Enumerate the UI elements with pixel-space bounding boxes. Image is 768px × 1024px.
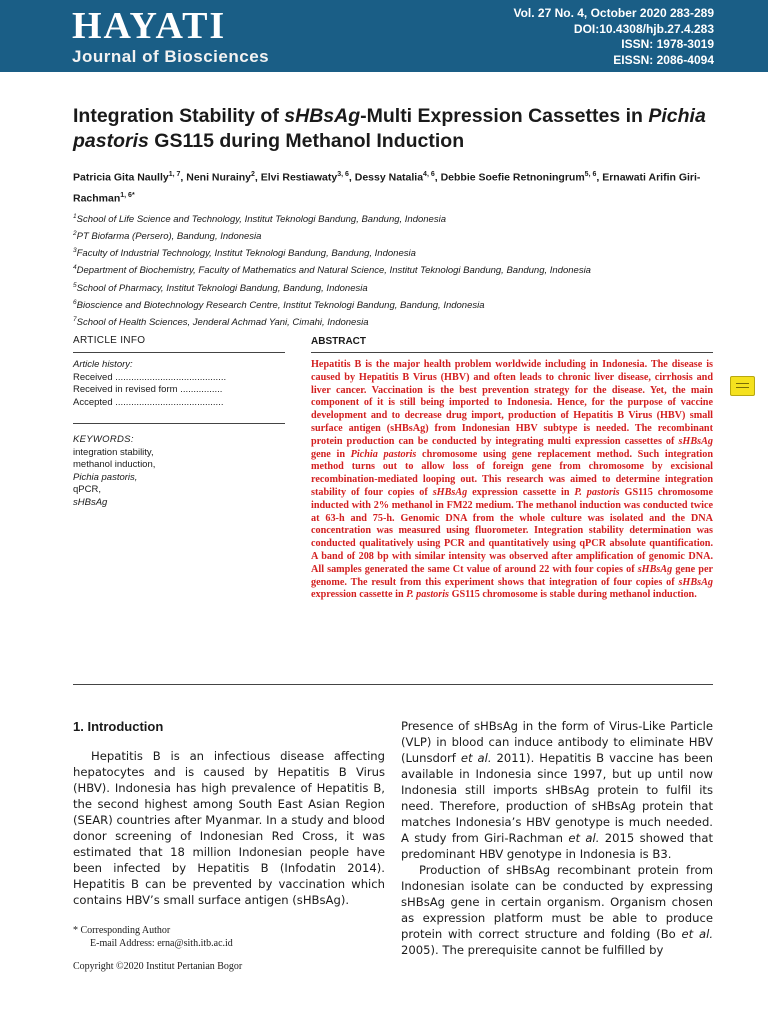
affiliation-item (73, 261, 723, 278)
affiliation-text: Department of Biochemistry, Faculty of Mathematics and Natural Science, Institut Teknologi Bandung, Bandung, Indonesia (76, 265, 591, 277)
text-segment: gene in (311, 448, 351, 460)
italic-text: sHBsAg (637, 563, 673, 575)
text-segment: GS115 chromosome is stable during methanol induction. (449, 589, 697, 601)
author-affiliation-marker: 4, 6 (423, 171, 435, 178)
affiliation-text: School of Pharmacy, Institut Teknologi Bandung, Bandung, Indonesia (76, 282, 368, 294)
affiliation-marker: 5 (73, 281, 77, 289)
eissn-info: EISSN: 2086-4094 (613, 52, 714, 67)
affiliation-marker: 1 (73, 213, 77, 220)
divider (73, 352, 285, 353)
author-name: Patricia Gita Naully (73, 171, 169, 184)
keywords-block (73, 434, 283, 509)
affiliation-text: Faculty of Industrial Technology, Institut Teknologi Bandung, Bandung, Indonesia (76, 248, 416, 260)
author-affiliation-marker: 3, 6 (337, 171, 349, 178)
text-segment: expression cassette in (467, 486, 575, 498)
text-segment: 2005). The prerequisite cannot be fulfilled by (401, 943, 664, 957)
affiliation-item (73, 313, 723, 330)
divider (73, 684, 713, 685)
italic-text: sHBsAg (678, 576, 713, 588)
text-segment: Production of sHBsAg recombinant protein from Indonesian isolate can be conducted by expressing sHBsAg gene in certain organism. Organism chosen as expression platform must be able to produce protein with correct structure and folding (Bo (401, 863, 713, 941)
affiliation-text: School of Health Sciences, Jenderal Achmad Yani, Cimahi, Indonesia (76, 317, 369, 329)
journal-header (0, 0, 768, 72)
text-segment: 2015 showed that predominant HBV genotype in Indonesia is B3. (401, 831, 713, 861)
author-affiliation-marker: 2 (251, 171, 255, 178)
copyright-notice: Copyright ©2020 Institut Pertanian Bogor (73, 961, 243, 972)
volume-info: Vol. 27 No. 4, October 2020 283-289 (513, 6, 714, 20)
text-segment: GS115 chromosome inducted with 2% methanol in FM22 medium. The methanol induction was conducted twice at 63-h and 75-h. Genomic DNA from the whole culture was isolated and the DNA concentration was measured using fluorometer. Integration stability determination was conducted qualitatively using PCR and quantitatively using qPCR absolute quantification. A band of 208 bp with similar intensity was observed after amplification of genomic DNA. All samples generated the same Ct value of around 22 with four copies of (311, 486, 714, 575)
keyword-item: sHBsAg (73, 496, 108, 508)
title-italic: Pichia pastoris (73, 105, 706, 152)
abstract-label: ABSTRACT (311, 336, 366, 347)
paragraph (401, 718, 713, 862)
journal-meta (513, 6, 714, 68)
keywords-label: KEYWORDS: (73, 434, 134, 445)
italic-text: sHBsAg (678, 435, 713, 447)
revised-date: Received in revised form ................ (73, 384, 223, 395)
text-segment: Hepatitis B is the major health problem worldwide including in Indonesia. The disease is caused by Hepatitis B Virus (HBV) and often leads to chronic liver disease, cirrhosis and liver cancer. Vaccination is the best prevention strategy for the disease. Yet, the main component of it is still being imported to Indonesia. Hence, for the purpose of vaccine development and to decrease drug import, production of Hepatitis B Virus (HBV) small surface antigen (sHBsAg) from Indonesian HBV subtype is needed. The recombinant protein production can be conducted by integrating multi expression cassettes of (311, 359, 713, 447)
keyword-item: integration stability, (73, 446, 154, 458)
author-affiliation-marker: 1, 7 (168, 171, 181, 178)
accepted-date: Accepted ......................................... (73, 396, 224, 408)
journal-logo-title: HAYATI (72, 5, 227, 47)
issn-info: ISSN: 1978-3019 (621, 37, 714, 51)
affiliation-item (73, 244, 723, 261)
italic-text: et al. (460, 751, 492, 765)
affiliation-item (73, 227, 723, 244)
received-date: Received .......................................... (73, 371, 227, 383)
affiliation-marker: 2 (73, 230, 77, 238)
italic-text: Pichia pastoris (350, 448, 417, 460)
affiliation-marker: 4 (73, 264, 77, 272)
affiliation-marker: 7 (73, 315, 77, 323)
affiliation-text: PT Biofarma (Persero), Bandung, Indonesia (76, 231, 262, 243)
article-info-label: ARTICLE INFO (73, 335, 146, 346)
affiliation-marker: 3 (73, 247, 77, 255)
journal-logo-subtitle: Journal of Biosciences (72, 47, 270, 66)
divider (311, 352, 713, 353)
abstract-text (311, 359, 713, 602)
author-name: Debbie Soefie Retnoningrum (440, 171, 585, 184)
text-segment: 2011). Hepatitis B vaccine has been available in Indonesia since 1997, but up until now Indonesia still imports sHBsAg protein to fulfil its need. Therefore, production of sHBsAg protein that matches Indonesia’s HBV genotype is much needed. A study from Giri-Rachman (401, 751, 713, 845)
italic-text: et al. (681, 927, 713, 941)
footnote (73, 924, 373, 950)
italic-text: P. pastoris (574, 486, 620, 498)
affiliation-list (73, 210, 723, 330)
author-name: Elvi Restiawaty (260, 171, 338, 184)
affiliation-item (73, 279, 723, 296)
affiliation-text: Bioscience and Biotechnology Research Centre, Institut Teknologi Bandung, Bandung, Indonesia (76, 299, 485, 311)
affiliation-item (73, 296, 723, 313)
author-affiliation-marker: 1, 6* (120, 191, 135, 199)
affiliation-marker: 6 (73, 298, 77, 306)
text-segment: gene per genome. The result from this experiment shows that integration of four copies of (311, 563, 713, 588)
section-heading-introduction: 1. Introduction (73, 719, 164, 734)
article-history (73, 359, 283, 409)
author-affiliation-marker: 5, 6 (584, 171, 597, 178)
italic-text: sHBsAg (432, 486, 468, 498)
author-list: Patricia Gita Naully$^{1, 7}$, Neni Nurainy$^2$, Elvi Restiawaty$^{3, 6}$, Dessy Natalia$^{4, 6}$, Debbie Soefie Retnoningrum$^{5, 6}$, Ernawati Arifin Giri-Rachman$^{1, 6*}$ (73, 171, 701, 204)
italic-text: P. pastoris (406, 589, 450, 601)
intro-column-left (73, 748, 385, 908)
keyword-item: qPCR, (73, 484, 101, 495)
title-text: GS115 during Methanol Induction (148, 130, 465, 152)
text-segment: chromosome using gene replacement method. Such integration method turns out to allow loss of foreign gene from chromosome by excisional recombination-mediated looping out. This research was aimed to determine integration stability of four copies of (311, 448, 713, 498)
email-address[interactable]: E-mail Address: erna@sith.itb.ac.id (90, 938, 233, 949)
sticky-note-icon[interactable] (730, 376, 755, 396)
text-segment: Presence of sHBsAg in the form of Virus-Like Particle (VLP) in blood can induce antibody to eliminate HBV (Lunsdorf (401, 719, 713, 765)
author-name: Dessy Natalia (354, 171, 424, 184)
title-text: -Multi Expression Cassettes in (360, 105, 649, 127)
affiliation-item (73, 210, 723, 227)
text-segment: expression cassette in (311, 589, 407, 601)
author-name: Neni Nurainy (186, 171, 252, 184)
italic-text: et al. (568, 831, 600, 845)
paragraph (401, 862, 713, 958)
article-title (73, 104, 723, 154)
doi-link[interactable]: DOI:10.4308/hjb.27.4.283 (573, 21, 714, 36)
intro-column-right (401, 718, 713, 958)
divider (73, 423, 285, 424)
title-text: Integration Stability of (73, 105, 285, 127)
affiliation-text: School of Life Science and Technology, Institut Teknologi Bandung, Bandung, Indonesia (76, 214, 446, 226)
author-name: Ernawati Arifin Giri-Rachman (73, 171, 701, 204)
corresponding-author-note: * Corresponding Author (73, 925, 171, 936)
history-label: Article history: (73, 359, 133, 370)
title-italic: sHBsAg (284, 105, 361, 127)
keyword-item: Pichia pastoris, (73, 471, 138, 483)
paragraph: Hepatitis B is an infectious disease affecting hepatocytes and is caused by Hepatitis B Virus (HBV). Indonesia has high prevalence of Hepatitis B, the second highest among South East Asian Region (SEAR) countries after Myanmar. In a study and blood donor screening of Indonesian Red Cross, it was estimated that 18 million Indonesian people have been infected by Hepatitis B (Infodatin 2014). Hepatitis B can be prevented by vaccination which contains HBV’s small surface antigen (sHBsAg). (73, 749, 385, 907)
keyword-item: methanol induction, (73, 459, 156, 470)
